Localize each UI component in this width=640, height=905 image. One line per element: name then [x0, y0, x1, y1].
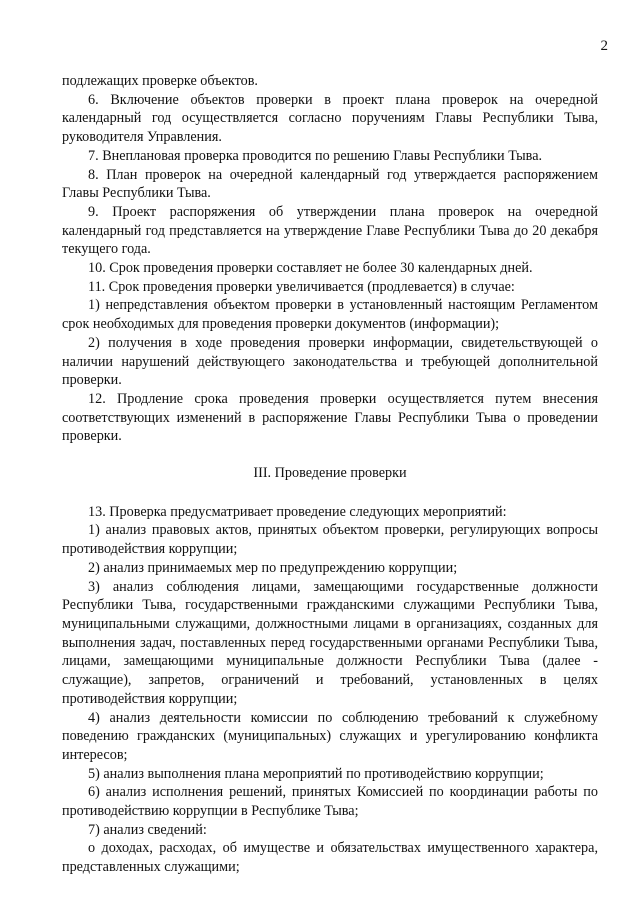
paragraph: 2) анализ принимаемых мер по предупреждению коррупции;: [88, 559, 458, 576]
section-title: III. Проведение проверки: [253, 465, 407, 482]
paragraph: 13. Проверка предусматривает проведение следующих мероприятий:: [88, 503, 507, 520]
paragraph: 3) анализ соблюдения лицами, замещающими государственные должности Республики Тыва, государственными гражданскими служащими Республики Тыва, муниципальными служащими, должностными лицами в организациях, созданных для выполнения задач, поставленных перед государственными органами Республики Тыва, лицами, замещающими муниципальные должности Республики Тыва (далее - служащие), запретов, ограничений и требований, установленных в целях противодействия коррупции;: [62, 578, 598, 707]
paragraph: 4) анализ деятельности комиссии по соблюдению требований к служебному поведению гражданских (муниципальных) служащих и урегулированию конфликта интересов;: [62, 709, 598, 763]
paragraph: 9. Проект распоряжения об утверждении плана проверок на очередной календарный год представляется на утверждение Главе Республики Тыва до 20 декабря текущего года.: [62, 203, 598, 258]
document-body: [62, 72, 598, 877]
paragraphs-before-section: [62, 72, 598, 446]
paragraph: подлежащих проверке объектов.: [62, 73, 258, 89]
paragraph: 7) анализ сведений:: [88, 821, 207, 838]
paragraph: 7. Внеплановая проверка проводится по решению Главы Республики Тыва.: [88, 147, 543, 164]
paragraph: 5) анализ выполнения плана мероприятий по противодействию коррупции;: [88, 765, 544, 782]
paragraph: 12. Продление срока проведения проверки осуществляется путем внесения соответствующих изменений в распоряжение Главы Республики Тыва о проведении проверки.: [62, 390, 598, 445]
paragraphs-after-section: [62, 503, 598, 877]
paragraph: 2) получения в ходе проведения проверки информации, свидетельствующей о наличии нарушений действующего законодательства и требующей дополнительной проверки.: [62, 334, 598, 389]
page-number: 2: [600, 38, 608, 54]
paragraph: 8. План проверок на очередной календарный год утверждается распоряжением Главы Республики Тыва.: [62, 166, 598, 202]
paragraph: 10. Срок проведения проверки составляет не более 30 календарных дней.: [88, 260, 533, 277]
paragraph: 1) непредставления объектом проверки в установленный настоящим Регламентом срок необходимых для проведения проверки документов (информации);: [62, 297, 598, 333]
paragraph: 6. Включение объектов проверки в проект плана проверок на очередной календарный год осуществляется согласно поручениям Главы Республики Тыва, руководителя Управления.: [62, 91, 598, 146]
paragraph: 1) анализ правовых актов, принятых объектом проверки, регулирующих вопросы противодействия коррупции;: [62, 522, 598, 558]
paragraph: 6) анализ исполнения решений, принятых Комиссией по координации работы по противодействию коррупции в Республике Тыва;: [62, 784, 598, 820]
paragraph: о доходах, расходах, об имуществе и обязательствах имущественного характера, представленных служащими;: [62, 840, 598, 876]
paragraph: 11. Срок проведения проверки увеличивается (продлевается) в случае:: [88, 278, 515, 295]
